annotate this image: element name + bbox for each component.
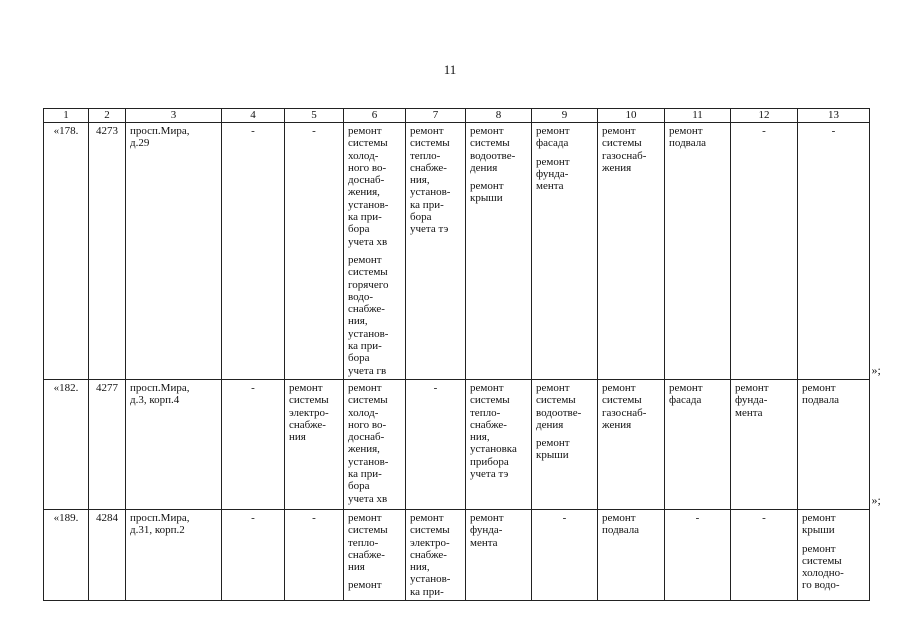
table-cell-col7: [406, 123, 466, 380]
table-cell-col2: [89, 379, 126, 509]
cell-text: просп.Мира, д.31, корп.2: [130, 511, 190, 537]
table-cell-col13: [798, 509, 870, 600]
cell-text: ремонт системы электро- снабже- ния: [289, 381, 329, 444]
cell-text: ремонт системы электро- снабже- ния, установ- ка при-: [410, 511, 451, 598]
table-cell-col9: [532, 379, 598, 509]
cell-text: «189.: [53, 511, 79, 524]
header-cell: 5: [285, 109, 344, 123]
cell-text: ремонт фунда- мента: [470, 511, 504, 549]
cell-text: -: [251, 511, 255, 524]
cell-text: ремонт: [348, 579, 382, 592]
header-cell: 9: [532, 109, 598, 123]
cell-text: просп.Мира, д.3, корп.4: [130, 381, 190, 407]
cell-text: ремонт фасада: [536, 125, 570, 150]
table-cell-col2: [89, 123, 126, 380]
table-cell-col10: [598, 379, 665, 509]
table-cell-col8: [466, 379, 532, 509]
cell-text: -: [831, 125, 836, 137]
header-cell: 4: [222, 109, 285, 123]
header-cell: 11: [665, 109, 731, 123]
cell-text: -: [762, 125, 766, 137]
table-cell-col4: [222, 123, 285, 380]
table-cell-col1: [44, 379, 89, 509]
cell-text: -: [762, 511, 766, 524]
table-cell-col9: [532, 509, 598, 600]
table-cell-col3: [126, 509, 222, 600]
cell-text: ремонт подвала: [602, 511, 640, 537]
cell-text: ремонт крыши: [536, 437, 570, 462]
cell-text: ремонт системы тепло- снабже- ния, установ- ка при- бора учета тэ: [410, 125, 451, 236]
cell-text: 4273: [96, 125, 118, 137]
row-closing-mark: »;: [871, 493, 881, 508]
header-cell: 2: [89, 109, 126, 123]
cell-text: ремонт системы тепло- снабже- ния: [348, 511, 388, 574]
table-row: [44, 123, 870, 380]
table-cell-col6: [344, 123, 406, 380]
table-cell-col6: [344, 379, 406, 509]
table-cell-col8: [466, 123, 532, 380]
table-cell-col5: [285, 379, 344, 509]
cell-text: 4277: [96, 381, 118, 394]
cell-text: -: [251, 381, 255, 394]
cell-text: «178.: [53, 125, 79, 137]
cell-text: 4284: [96, 511, 118, 524]
cell-text: ремонт фасада: [669, 381, 703, 407]
cell-text: ремонт фунда- мента: [536, 155, 570, 193]
table-cell-col7: [406, 379, 466, 509]
page-number: 11: [443, 62, 457, 77]
cell-text: ремонт системы тепло- снабже- ния, установка прибора учета тэ: [470, 381, 517, 481]
cell-text: ремонт фунда- мента: [735, 381, 769, 419]
table-cell-col1: [44, 123, 89, 380]
table-cell-col12: [731, 123, 798, 380]
table-cell-col12: [731, 379, 798, 509]
table-cell-col13: [798, 379, 870, 509]
header-cell: 12: [731, 109, 798, 123]
cell-text: ремонт крыши: [470, 180, 504, 205]
row-closing-mark: »;: [871, 363, 881, 378]
table-cell-col8: [466, 509, 532, 600]
table-cell-col12: [731, 509, 798, 600]
repair-schedule-table: [43, 108, 870, 601]
table-cell-col2: [89, 509, 126, 600]
header-row: [44, 109, 870, 123]
table-cell-col13: [798, 123, 870, 380]
cell-text: ремонт системы горячего водо- снабже- ния, установ- ка при- бора учета гв: [348, 253, 389, 377]
table-cell-col4: [222, 509, 285, 600]
cell-text: ремонт подвала: [669, 125, 707, 150]
table-cell-col3: [126, 123, 222, 380]
cell-text: -: [562, 511, 567, 524]
header-cell: 10: [598, 109, 665, 123]
cell-text: ремонт подвала: [802, 381, 840, 407]
header-cell: 13: [798, 109, 870, 123]
cell-text: ремонт крыши: [802, 511, 836, 537]
table-cell-col7: [406, 509, 466, 600]
cell-text: -: [251, 125, 255, 137]
table-cell-col6: [344, 509, 406, 600]
table-cell-col3: [126, 379, 222, 509]
cell-text: ремонт системы холод- ного во- доснаб- жения, установ- ка при- бора учета хв: [348, 381, 389, 505]
table-cell-col11: [665, 509, 731, 600]
cell-text: -: [312, 511, 316, 524]
cell-text: ремонт системы водоотве- дения: [470, 125, 516, 174]
table-row: [44, 509, 870, 600]
table-cell-col5: [285, 509, 344, 600]
table-cell-col10: [598, 123, 665, 380]
cell-text: -: [312, 125, 316, 137]
cell-text: ремонт системы холодно- го водо-: [802, 542, 844, 592]
header-cell: 7: [406, 109, 466, 123]
header-cell: 8: [466, 109, 532, 123]
table-cell-col5: [285, 123, 344, 380]
cell-text: -: [433, 381, 438, 394]
table-cell-col4: [222, 379, 285, 509]
table-cell-col11: [665, 379, 731, 509]
header-cell: 6: [344, 109, 406, 123]
cell-text: «182.: [53, 381, 79, 394]
table-cell-col9: [532, 123, 598, 380]
cell-text: просп.Мира, д.29: [130, 125, 190, 150]
cell-text: ремонт системы водоотве- дения: [536, 381, 582, 431]
table-cell-col10: [598, 509, 665, 600]
table-cell-col1: [44, 509, 89, 600]
table-row: [44, 379, 870, 509]
header-cell: 1: [44, 109, 89, 123]
header-cell: 3: [126, 109, 222, 123]
cell-text: -: [695, 511, 700, 524]
cell-text: ремонт системы газоснаб- жения: [602, 381, 647, 431]
table-cell-col11: [665, 123, 731, 380]
cell-text: ремонт системы газоснаб- жения: [602, 125, 647, 174]
cell-text: ремонт системы холод- ного во- доснаб- жения, установ- ка при- бора учета хв: [348, 125, 389, 248]
